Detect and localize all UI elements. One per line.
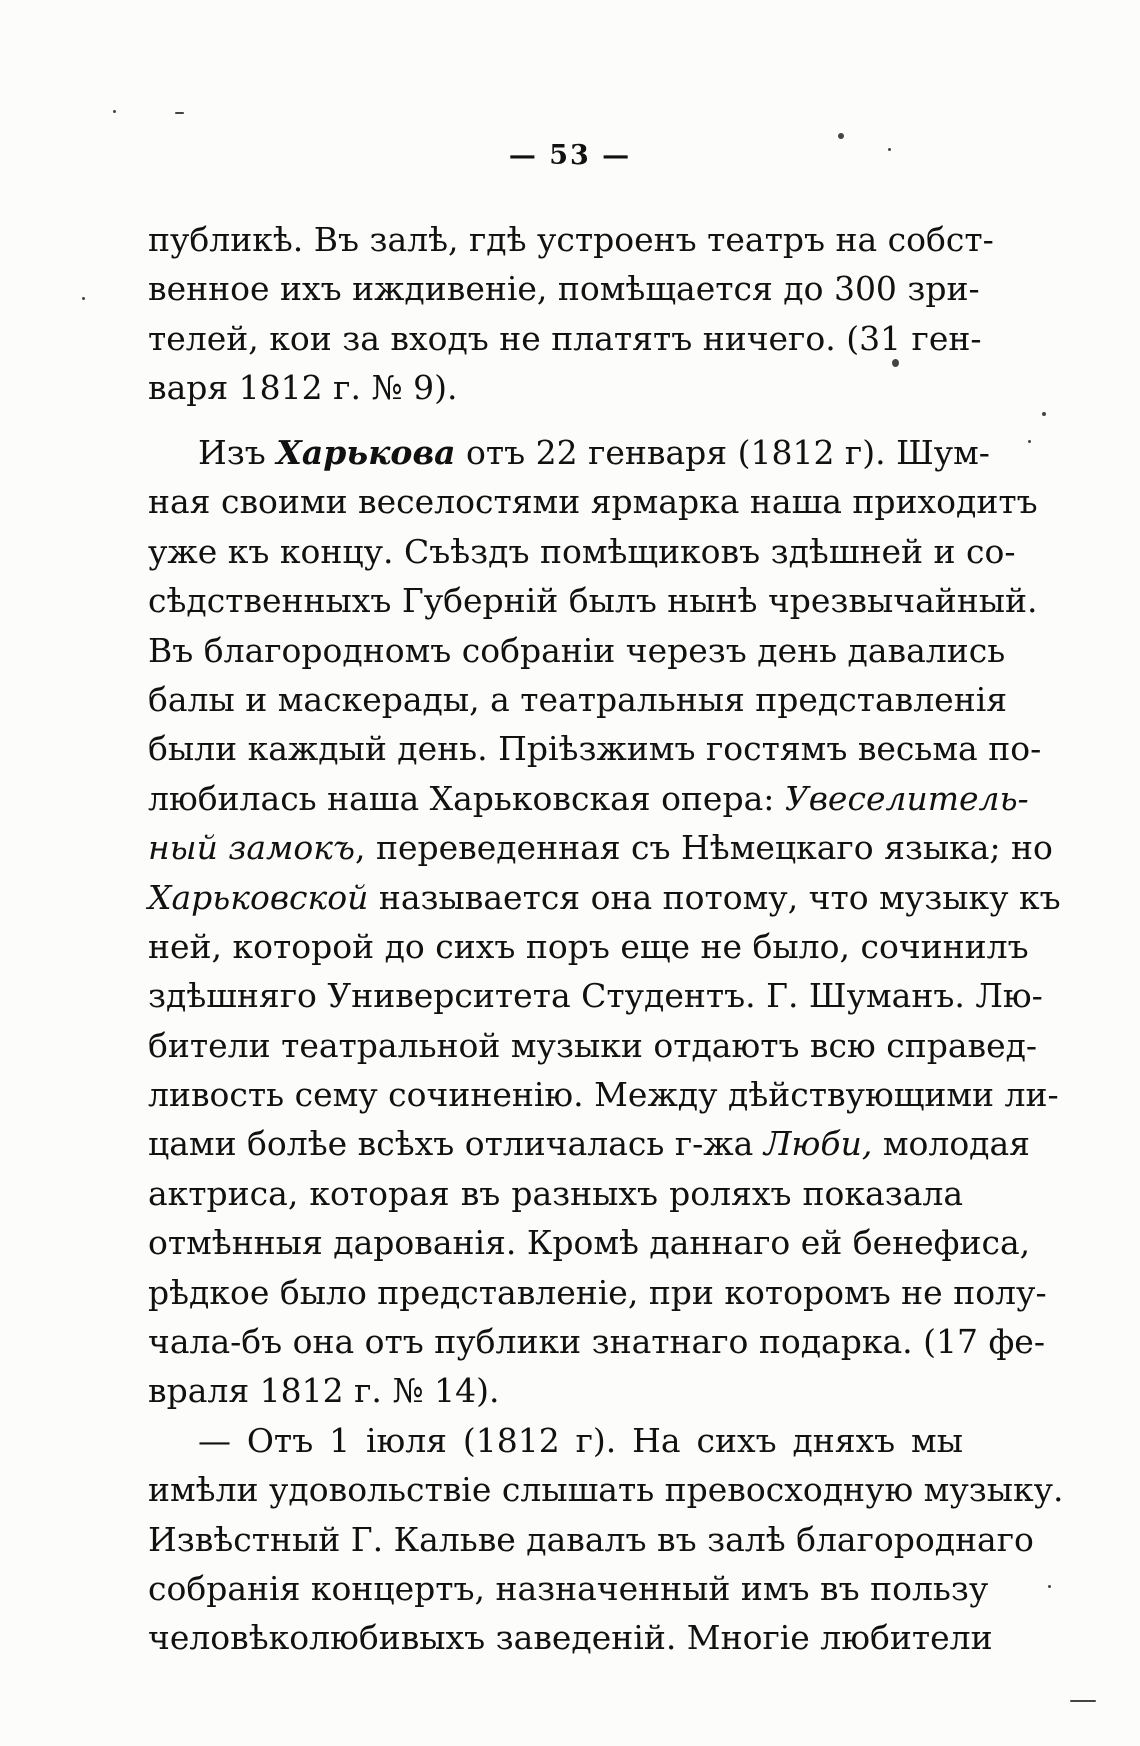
text-line: сѣдственныхъ Губерній былъ нынѣ чрезвычайный. (148, 581, 1038, 621)
page-number: — 53 — (508, 140, 632, 171)
text-line: венное ихъ иждивеніе, помѣщается до 300 зри- (148, 269, 980, 309)
text-span: молодая (872, 1124, 1030, 1164)
scan-speck (1042, 412, 1046, 416)
text-span: отъ 22 генваря (1812 г). Шум- (455, 433, 990, 472)
scan-speck (1048, 1585, 1051, 1588)
text-line: собранія концертъ, назначенный имъ въ пользу (148, 1568, 989, 1608)
text-line: бители театральной музыки отдаютъ всю справед- (148, 1025, 1038, 1065)
text-line: актриса, которая въ разныхъ роляхъ показала (148, 1173, 963, 1213)
text-span: , переведенная съ Нѣмецкаго языка; но (354, 828, 1053, 868)
text-span: цами болѣе всѣхъ отличалась г-жа (148, 1124, 764, 1164)
text-line (148, 428, 990, 477)
text-line: телей, кои за входъ не платятъ ничего. (31 ген- (148, 318, 982, 358)
opera-title: Увеселитель- (784, 778, 1029, 818)
scan-speck (1070, 1700, 1096, 1702)
text-line: публикѣ. Въ залѣ, гдѣ устроенъ театръ на собст- (148, 220, 994, 259)
scan-speck (175, 112, 184, 114)
text-line: отмѣнныя дарованія. Кромѣ даннаго ей бенефиса, (148, 1223, 1031, 1263)
scan-speck (113, 110, 116, 113)
text-line: были каждый день. Пріѣзжимъ гостямъ весьма по- (148, 729, 1042, 769)
text-line: ней, которой до сихъ поръ еще не было, сочинилъ (148, 926, 1029, 966)
scan-speck (892, 359, 899, 367)
kharkov-article (148, 428, 1064, 1663)
text-line (148, 1119, 1030, 1168)
scan-speck (1028, 440, 1031, 443)
article-lead: Изъ (198, 433, 277, 472)
text-line: чала-бъ она отъ публики знатнаго подарка. (17 фе- (148, 1322, 1045, 1362)
city-name: Харькова (276, 433, 456, 472)
text-line: — Отъ 1 іюля (1812 г). На сихъ дняхъ мы (198, 1420, 963, 1460)
text-line: балы и маскерады, а театральныя представленія (148, 679, 1008, 719)
paragraph-continuation (148, 215, 994, 413)
text-line: ливость сему сочиненію. Между дѣйствующими ли- (148, 1075, 1059, 1115)
actress-name: Люби, (763, 1124, 873, 1164)
scan-speck (838, 133, 844, 139)
emphasis: Харьковской (148, 877, 369, 917)
text-line: варя 1812 г. № 9). (148, 368, 458, 408)
opera-title: ный замокъ (148, 828, 355, 868)
text-line: Въ благородномъ собраніи черезъ день давались (148, 630, 1006, 670)
scan-speck (82, 297, 85, 300)
text-line: имѣли удовольствіе слышать превосходную музыку. (148, 1470, 1064, 1510)
text-line: Извѣстный Г. Кальве давалъ въ залѣ благороднаго (148, 1519, 1034, 1559)
text-line: враля 1812 г. № 14). (148, 1371, 500, 1411)
text-line (148, 823, 1053, 872)
text-line (148, 774, 1029, 823)
text-line: здѣшняго Университета Студентъ. Г. Шуманъ. Лю- (148, 976, 1043, 1016)
text-line (148, 873, 1061, 922)
text-line: человѣколюбивыхъ заведеній. Многіе любители (148, 1618, 993, 1658)
text-line: ная своими веселостями ярмарка наша приходитъ (148, 482, 1038, 522)
scan-speck (888, 148, 891, 151)
text-line: рѣдкое было представленіе, при которомъ не полу- (148, 1272, 1047, 1312)
text-span: любилась наша Харьковская опера: (148, 778, 785, 818)
text-line: уже къ концу. Съѣздъ помѣщиковъ здѣшней и со- (148, 531, 1016, 571)
text-span: называется она потому, что музыку къ (368, 877, 1061, 917)
